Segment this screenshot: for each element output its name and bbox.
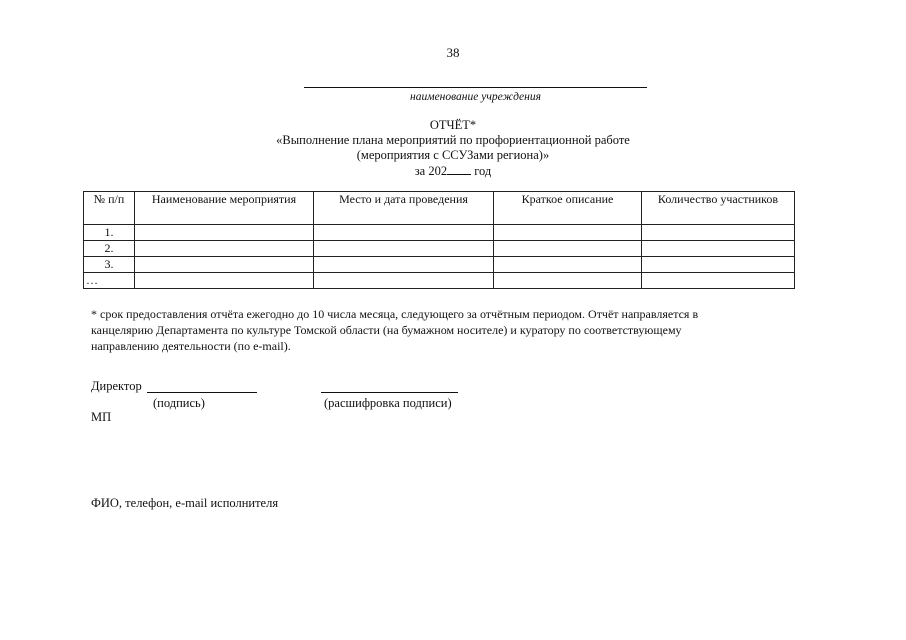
table-row [84,273,795,289]
header-event-name: Наименование мероприятия [135,192,314,225]
table-cell [135,257,314,273]
table-row [84,241,795,257]
table-cell [314,257,494,273]
year-blank [447,163,471,175]
table-header-row [84,192,795,225]
report-subtitle-line2: (мероприятия с ССУЗами региона)» [356,148,550,162]
row-number: … [84,273,135,289]
signature-line [147,392,257,393]
stamp-label: МП [91,410,112,424]
header-num: № п/п [84,192,135,225]
table-cell [494,241,642,257]
table-cell [642,241,795,257]
signature-decode-caption: (расшифровка подписи) [324,396,452,410]
table-cell [494,257,642,273]
page-number: 38 [446,45,460,60]
table-cell [494,225,642,241]
events-table [83,191,795,289]
footnote-line1: * срок предоставления отчёта ежегодно до 10 числа месяца, следующего за отчётным периодом. Отчёт направляется в [91,307,699,321]
footnote-line3: направлению деятельности (по e-mail). [91,339,291,353]
table-cell [642,273,795,289]
table-cell [135,225,314,241]
signature-decode-line [321,392,458,393]
year-prefix: за 202 [414,164,448,178]
director-label: Директор [91,379,142,393]
header-description: Краткое описание [494,192,642,225]
row-number: 1. [84,225,135,241]
table-cell [642,225,795,241]
signature-caption: (подпись) [153,396,205,410]
table-cell [314,225,494,241]
header-place-date: Место и дата проведения [314,192,494,225]
table-row [84,225,795,241]
table-cell [494,273,642,289]
header-participants: Количество участников [642,192,795,225]
year-suffix: год [474,164,492,178]
table-cell [642,257,795,273]
table-cell [135,241,314,257]
table-cell [314,241,494,257]
table-cell [314,273,494,289]
report-subtitle-line1: «Выполнение плана мероприятий по профориентационной работе [276,133,630,147]
table-row [84,257,795,273]
contact-label: ФИО, телефон, e-mail исполнителя [91,496,279,510]
row-number: 3. [84,257,135,273]
report-title: ОТЧЁТ* [429,118,477,132]
footnote [91,306,781,354]
table-cell [135,273,314,289]
institution-name-line [304,87,647,88]
institution-caption: наименование учреждения [410,91,541,103]
footnote-line2: канцелярию Департамента по культуре Томской области (на бумажном носителе) и куратору по соответствующему [91,323,682,337]
row-number: 2. [84,241,135,257]
report-year-line [0,163,906,179]
